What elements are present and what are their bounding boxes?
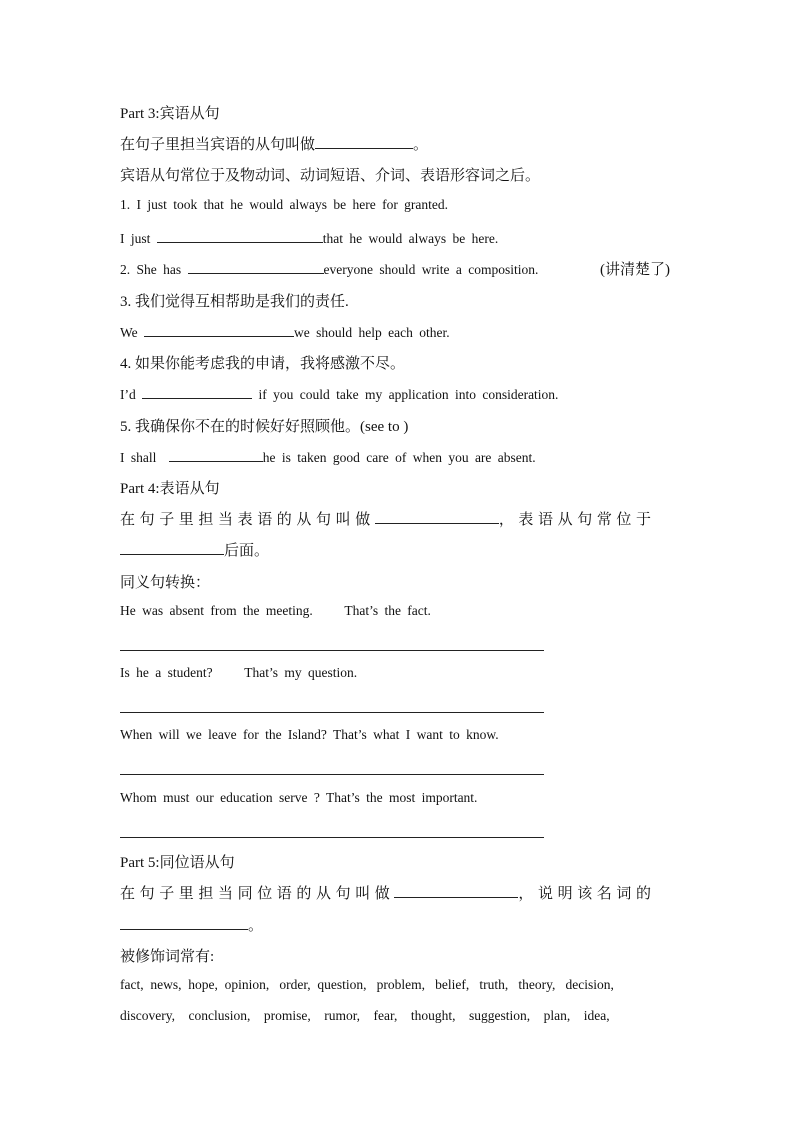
part5-definition-a: 在句子里担当同位语的从句叫做 [120, 886, 395, 902]
part4-answer-line-3[interactable] [120, 774, 544, 775]
part5-definition-blank-2[interactable] [120, 915, 248, 930]
part4-item-3: When will we leave for the Island? That’s what I want to know. [120, 727, 499, 742]
ex5-blank[interactable] [169, 447, 263, 462]
part4-definition-a: 在句子里担当表语的从句叫做 [120, 512, 375, 528]
part4-heading: Part 4:表语从句 [120, 481, 220, 497]
ex3-after: we should help each other. [294, 325, 450, 340]
part3-example-1: 1. I just took that he would always be here for granted. [120, 197, 449, 212]
part3-example-2 [120, 259, 538, 278]
part4-definition-blank-2[interactable] [120, 540, 224, 555]
part5-definition-line1 [120, 882, 656, 903]
ex2-before: 2. She has [120, 262, 182, 277]
part3-example-3-prompt: 3. 我们觉得互相帮助是我们的责任. [120, 294, 349, 310]
part3-example-4-prompt: 4. 如果你能考虑我的申请，我将感激不尽。 [120, 356, 406, 372]
part4-item-4: Whom must our education serve ? That’s the most important. [120, 790, 478, 805]
part3-example-1-fill [120, 228, 498, 247]
ex5-after: he is taken good care of when you are absent. [262, 450, 536, 465]
ex3-before: We [120, 325, 138, 340]
part4-answer-line-4[interactable] [120, 837, 544, 838]
ex1-after: that he would always be here. [322, 231, 499, 246]
part5-definition-line2 [120, 914, 263, 935]
ex4-after: if you could take my application into consideration. [258, 387, 559, 402]
part4-transform-title: 同义句转换： [120, 575, 211, 591]
part4-definition-line2 [120, 539, 269, 560]
ex3-blank[interactable] [144, 322, 294, 337]
part3-definition-text: 在句子里担当宾语的从句叫做 [120, 137, 316, 153]
part5-nouns-line-1: fact, news, hope, opinion, order, question, problem, belief, truth, theory, decision, [120, 977, 614, 992]
part3-definition [120, 133, 428, 154]
part3-example-4-fill [120, 384, 558, 403]
part3-definition-blank[interactable] [315, 134, 413, 149]
ex1-before: I just [120, 231, 151, 246]
part4-answer-line-2[interactable] [120, 712, 544, 713]
part4-definition-line1 [120, 508, 656, 529]
ex1-blank[interactable] [157, 228, 323, 243]
part5-definition-c: 。 [248, 918, 264, 934]
part4-item-1: He was absent from the meeting. That’s the fact. [120, 603, 431, 618]
part3-definition-end: 。 [413, 137, 429, 153]
ex4-blank[interactable] [142, 384, 252, 399]
ex2-after: everyone should write a composition. [323, 262, 539, 277]
part5-definition-b: ，说明该名词的 [518, 886, 656, 902]
part3-example-5-prompt: 5. 我确保你不在的时候好好照顾他。(see to ) [120, 419, 409, 435]
ex5-before: I shall [120, 450, 157, 465]
part3-example-3-fill [120, 322, 450, 341]
part5-nouns-line-2: discovery, conclusion, promise, rumor, fear, thought, suggestion, plan, idea, [120, 1008, 610, 1023]
part5-definition-blank-1[interactable] [394, 883, 518, 898]
part4-definition-blank-1[interactable] [375, 509, 499, 524]
part4-answer-line-1[interactable] [120, 650, 544, 651]
part3-position-note: 宾语从句常位于及物动词、动词短语、介词、表语形容词之后。 [120, 168, 541, 184]
part3-example-5-fill [120, 447, 536, 466]
part5-nouns-title: 被修饰词常有: [120, 949, 215, 965]
part4-definition-c: 后面。 [224, 543, 270, 559]
part5-heading: Part 5:同位语从句 [120, 855, 235, 871]
part3-heading: Part 3:宾语从句 [120, 106, 220, 122]
ex4-before: I’d [120, 387, 136, 402]
ex2-blank[interactable] [188, 259, 324, 274]
ex2-note: (讲清楚了) [600, 262, 670, 278]
part4-definition-b: ，表语从句常位于 [498, 512, 656, 528]
part4-item-2: Is he a student? That’s my question. [120, 665, 358, 680]
